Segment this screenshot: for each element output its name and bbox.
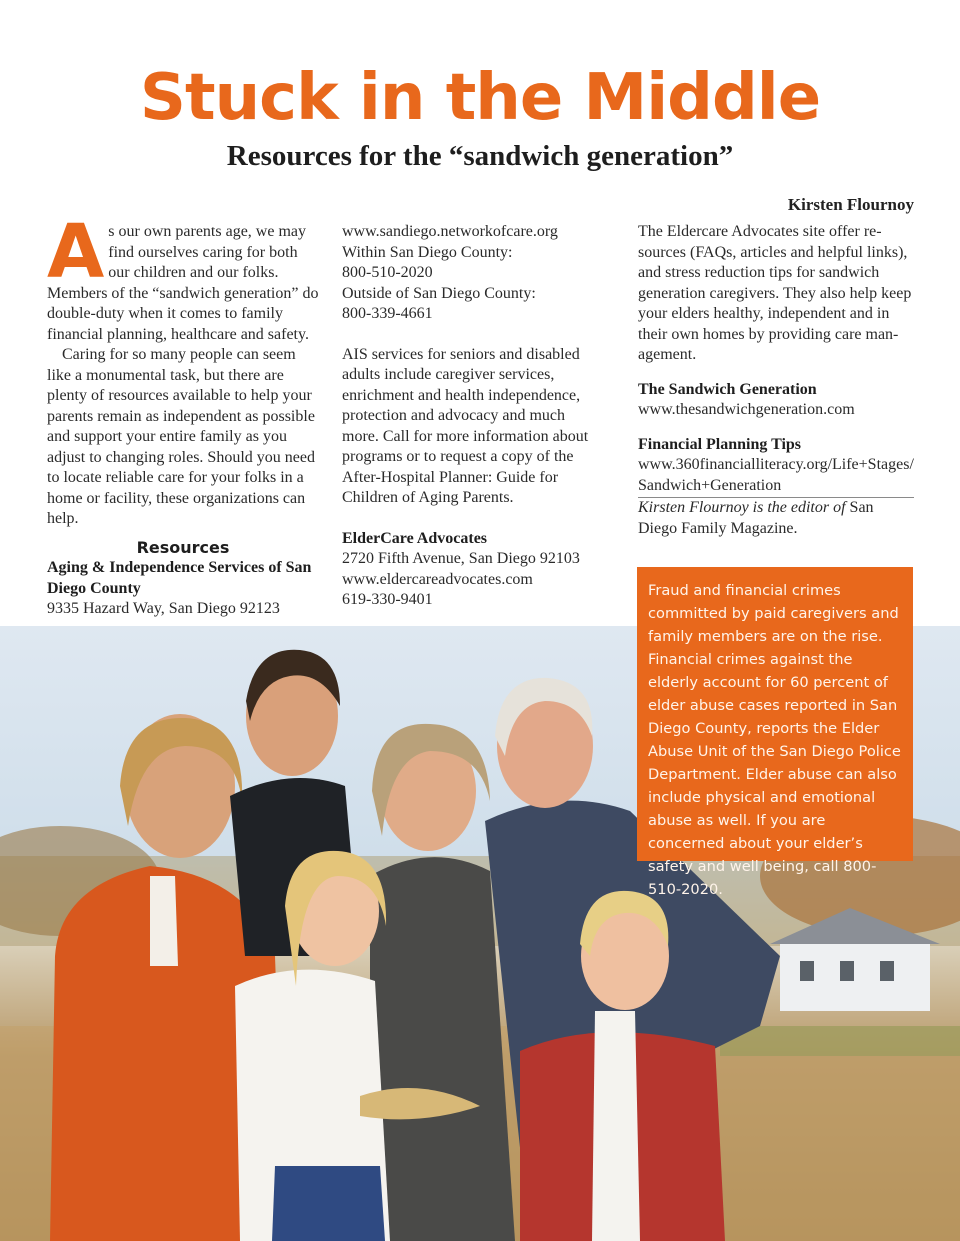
- eldercare-phone: 619-330-9401: [342, 591, 433, 608]
- sandwich-generation-name: The Sandwich Generation: [638, 380, 817, 398]
- outside-county-label: Outside of San Diego County:: [342, 284, 536, 302]
- eldercare-website-link[interactable]: www.eldercareadvocates.com: [342, 570, 533, 588]
- page-subtitle: Resources for the “sandwich generation”: [226, 140, 734, 172]
- financial-tips-name: Financial Planning Tips: [638, 435, 802, 453]
- ais-services-paragraph: AIS services for seniors and disabled adults include caregiver services, enrichment and health independence, protection and advocacy and much more. Call for more information about programs or to request a copy of the After-Hospital Planner: Guide for Children of Aging Parents.: [342, 345, 589, 506]
- org-address-ais: 9335 Hazard Way, San Diego 92123: [47, 600, 280, 617]
- article-column-1: [47, 209, 319, 620]
- org-name-eldercare: ElderCare Advocates: [342, 529, 488, 547]
- org-name-ais: Aging & Independence Services of San Diego County: [47, 559, 312, 597]
- intro-paragraph: As our own parents age, we may find ourselves caring for both our children and our folks. Members of the “sandwich generation” do double-duty when it comes to family financial planning, healthcare and safety.: [47, 209, 319, 343]
- outside-county-phone: 800-339-4661: [342, 305, 433, 322]
- sandwich-generation-link[interactable]: www.thesandwichgeneration.com: [638, 401, 855, 418]
- fraud-callout-text: Fraud and financial crimes committed by paid caregivers and family members are on the rise. Financial crimes against the elderly account for 60 percent of elder abuse cases reported in San Diego County, reports the Elder Abuse Unit of the San Diego Police Department. Elder abuse can also include physical and emotional abuse as well. If you are concerned about your elder’s safety and well being, call 800-510-2020.: [648, 582, 901, 898]
- author-byline: Kirsten Flournoy: [787, 195, 914, 214]
- eldercare-description: The Eldercare Advocates site offer re-sources (FAQs, articles and helpful links), and stress reduction tips for sandwich generation caregivers. They also help keep your elders healthy, independent and in their own homes by providing care man-agement.: [638, 223, 912, 363]
- body-paragraph: Caring for so many people can seem like a monumental task, but there are plenty of resources available to help your parents remain as independent as possible and support your entire family as you adjust to changing roles. Should you need to locate reliable care for your folks in a home or facility, these organizations can help.: [47, 346, 315, 527]
- article-column-3: [638, 222, 914, 539]
- resources-heading: Resources: [136, 537, 230, 557]
- drop-cap: A: [47, 209, 105, 295]
- page-title: Stuck in the Middle: [139, 61, 821, 135]
- ais-website-link[interactable]: www.sandiego.networkofcare.org: [342, 223, 558, 240]
- fraud-callout-box: [637, 567, 913, 898]
- article-column-2: [342, 222, 604, 611]
- within-county-label: Within San Diego County:: [342, 243, 513, 261]
- financial-tips-link-1[interactable]: www.360financialliteracy.org/Life+Stages/: [638, 456, 914, 473]
- org-address-eldercare: 2720 Fifth Avenue, San Diego 92103: [342, 550, 580, 567]
- editor-note: Kirsten Flournoy is the editor of San Diego Family Magazine.: [638, 499, 874, 537]
- financial-tips-link-2[interactable]: Sandwich+Generation: [638, 476, 914, 499]
- within-county-phone: 800-510-2020: [342, 264, 433, 281]
